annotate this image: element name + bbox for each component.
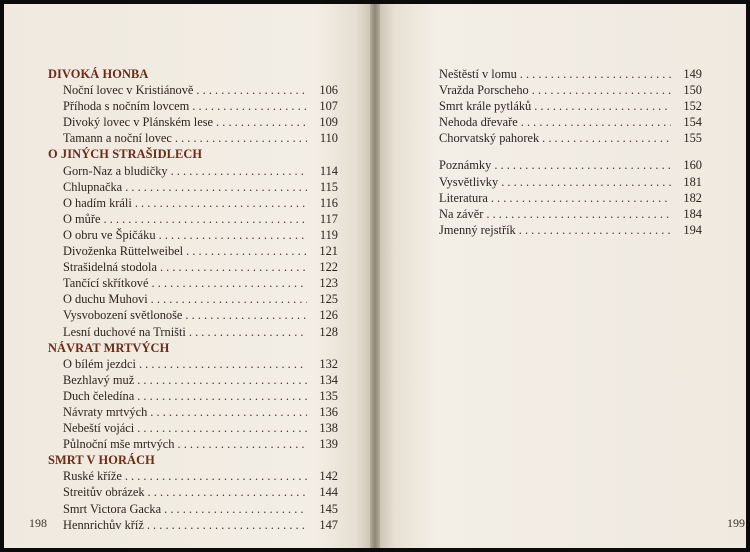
toc-entry-title: Na závěr xyxy=(439,206,484,221)
toc-entry-title: Vražda Porscheho xyxy=(439,83,529,98)
toc-entry-page: 152 xyxy=(683,99,702,114)
toc-entry xyxy=(48,163,338,179)
section-heading: DIVOKÁ HONBA xyxy=(48,67,149,81)
toc-entry-page: 121 xyxy=(319,244,338,259)
toc-entry-page: 142 xyxy=(319,469,338,484)
toc-entry xyxy=(48,243,338,259)
toc-entry-title: Tančící skřítkové xyxy=(63,276,149,291)
toc-entry-title: Hennrichův kříž xyxy=(63,517,144,532)
toc-entry-title: Neštěstí v lomu xyxy=(439,67,517,81)
toc-dot-leader xyxy=(520,66,671,82)
toc-entry-page: 150 xyxy=(683,83,702,98)
toc-dot-leader xyxy=(521,114,671,130)
toc-entry-page: 194 xyxy=(683,222,702,237)
toc-entry-title: O můře xyxy=(63,211,101,226)
toc-entry-page: 117 xyxy=(319,211,338,226)
toc-entry-page: 160 xyxy=(683,158,702,173)
toc-entry-page: 147 xyxy=(319,517,338,532)
toc-entry xyxy=(48,372,338,388)
toc-entry xyxy=(48,179,338,195)
toc-entry-page: 181 xyxy=(683,174,702,189)
toc-entry xyxy=(439,190,702,206)
toc-dot-leader xyxy=(148,484,307,500)
toc-spacer xyxy=(439,146,702,157)
toc-entry xyxy=(48,501,338,517)
toc-entry-page: 144 xyxy=(319,485,338,500)
toc-dot-leader xyxy=(491,190,671,206)
toc-entry-title: Vysvobození světlonoše xyxy=(63,308,183,323)
left-toc xyxy=(48,66,338,533)
toc-entry-page: 139 xyxy=(319,437,338,452)
toc-entry xyxy=(48,420,338,436)
toc-entry-page: 138 xyxy=(319,421,338,436)
toc-entry xyxy=(439,206,702,222)
toc-dot-leader xyxy=(192,98,307,114)
toc-entry-page: 154 xyxy=(683,115,702,130)
toc-dot-leader xyxy=(175,130,307,146)
toc-entry-title: Poznámky xyxy=(439,158,492,173)
toc-entry-page: 126 xyxy=(319,308,338,323)
toc-entry-page: 149 xyxy=(683,67,702,81)
toc-entry xyxy=(48,211,338,227)
toc-dot-leader xyxy=(189,324,307,340)
toc-entry-page: 114 xyxy=(319,163,338,178)
toc-entry xyxy=(48,436,338,452)
toc-entry-title: O obru ve Špičáku xyxy=(63,227,156,242)
toc-dot-leader xyxy=(104,211,307,227)
toc-entry-page: 107 xyxy=(319,99,338,114)
toc-entry xyxy=(48,517,338,533)
toc-entry-title: Duch čeledína xyxy=(63,388,135,403)
toc-dot-leader xyxy=(519,222,671,238)
toc-entry xyxy=(439,222,702,238)
toc-entry-page: 136 xyxy=(319,404,338,419)
toc-entry xyxy=(48,356,338,372)
toc-dot-leader xyxy=(171,163,307,179)
toc-entry-title: Smrt krále pytláků xyxy=(439,99,532,114)
toc-entry xyxy=(48,82,338,98)
toc-dot-leader xyxy=(196,82,307,98)
toc-entry-title: Vysvětlivky xyxy=(439,174,499,189)
toc-dot-leader xyxy=(486,206,671,222)
toc-dot-leader xyxy=(137,420,307,436)
toc-entry-title: Ruské kříže xyxy=(63,469,122,484)
toc-dot-leader xyxy=(152,275,308,291)
toc-entry-page: 128 xyxy=(319,324,338,339)
toc-entry-page: 184 xyxy=(683,206,702,221)
toc-entry-title: O bílém jezdci xyxy=(63,356,136,371)
toc-dot-leader xyxy=(135,195,307,211)
toc-entry xyxy=(48,468,338,484)
toc-entry-page: 182 xyxy=(683,190,702,205)
toc-dot-leader xyxy=(125,179,307,195)
toc-dot-leader xyxy=(147,517,307,533)
toc-entry xyxy=(48,307,338,323)
right-page-number: 199 xyxy=(727,516,745,530)
toc-entry xyxy=(439,157,702,173)
toc-entry-title: O hadím králi xyxy=(63,195,132,210)
toc-entry-title: Chlupnačka xyxy=(63,179,123,194)
toc-entry-title: Bezhlavý muž xyxy=(63,372,135,387)
toc-entry xyxy=(48,404,338,420)
toc-dot-leader xyxy=(178,436,307,452)
toc-entry-title: Nehoda dřevaře xyxy=(439,115,518,130)
toc-dot-leader xyxy=(139,356,307,372)
toc-entry xyxy=(48,484,338,500)
toc-dot-leader xyxy=(151,291,307,307)
toc-entry-title: Noční lovec v Kristiánově xyxy=(63,83,194,98)
toc-entry xyxy=(48,291,338,307)
toc-dot-leader xyxy=(125,468,307,484)
toc-entry-title: Půlnoční mše mrtvých xyxy=(63,437,175,452)
toc-entry xyxy=(439,114,702,130)
toc-entry xyxy=(48,275,338,291)
book-gutter xyxy=(370,4,380,548)
toc-entry-title: Nebeští vojáci xyxy=(63,421,135,436)
toc-entry xyxy=(48,388,338,404)
section-heading: NÁVRAT MRTVÝCH xyxy=(48,340,170,355)
toc-dot-leader xyxy=(159,227,307,243)
toc-dot-leader xyxy=(164,501,307,517)
toc-entry-title: Jmenný rejstřík xyxy=(439,222,516,237)
toc-entry-title: Lesní duchové na Trništi xyxy=(63,324,186,339)
toc-entry-page: 110 xyxy=(319,131,338,146)
toc-dot-leader xyxy=(185,307,307,323)
toc-entry xyxy=(439,174,702,190)
left-page xyxy=(4,4,370,548)
toc-entry-title: Tamann a noční lovec xyxy=(63,131,172,146)
section-heading: O JINÝCH STRAŠIDLECH xyxy=(48,147,203,162)
toc-dot-leader xyxy=(137,388,307,404)
toc-entry-page: 116 xyxy=(319,195,338,210)
toc-entry xyxy=(48,114,338,130)
toc-entry-page: 119 xyxy=(319,227,338,242)
toc-entry-page: 123 xyxy=(319,276,338,291)
toc-entry-title: Divoženka Rüttelweibel xyxy=(63,244,184,259)
toc-dot-leader xyxy=(542,130,671,146)
toc-dot-leader xyxy=(532,82,671,98)
toc-entry-page: 134 xyxy=(319,372,338,387)
right-page xyxy=(380,4,746,548)
toc-entry-page: 145 xyxy=(319,501,338,516)
toc-entry-page: 155 xyxy=(683,131,702,146)
toc-entry-title: Divoký lovec v Plánském lese xyxy=(63,115,214,130)
toc-entry-page: 125 xyxy=(319,292,338,307)
toc-entry xyxy=(48,98,338,114)
toc-entry-page: 106 xyxy=(319,83,338,98)
toc-entry xyxy=(48,259,338,275)
toc-dot-leader xyxy=(494,157,671,173)
toc-entry-title: Gorn-Naz a bludičky xyxy=(63,163,168,178)
toc-entry-title: Streitův obrázek xyxy=(63,485,145,500)
toc-entry xyxy=(48,195,338,211)
toc-dot-leader xyxy=(186,243,307,259)
section-heading: SMRT V HORÁCH xyxy=(48,453,155,468)
toc-entry-title: Příhoda s nočním lovcem xyxy=(63,99,190,114)
toc-dot-leader xyxy=(137,372,307,388)
toc-entry-page: 135 xyxy=(319,388,338,403)
toc-entry-title: Literatura xyxy=(439,190,488,205)
toc-entry-page: 109 xyxy=(319,115,338,130)
toc-entry xyxy=(48,227,338,243)
toc-entry-title: Chorvatský pahorek xyxy=(439,131,540,146)
toc-entry-page: 132 xyxy=(319,356,338,371)
toc-entry-title: Smrt Victora Gacka xyxy=(63,501,162,516)
toc-entry-title: O duchu Muhovi xyxy=(63,292,148,307)
toc-entry xyxy=(439,98,702,114)
toc-entry xyxy=(48,130,338,146)
toc-entry xyxy=(439,82,702,98)
toc-entry xyxy=(48,324,338,340)
toc-entry-page: 122 xyxy=(319,260,338,275)
toc-dot-leader xyxy=(150,404,307,420)
toc-dot-leader xyxy=(501,174,671,190)
toc-entry-title: Návraty mrtvých xyxy=(63,404,148,419)
toc-entry-page: 115 xyxy=(319,179,338,194)
toc-entry xyxy=(439,130,702,146)
toc-dot-leader xyxy=(216,114,307,130)
toc-entry xyxy=(439,66,702,82)
toc-dot-leader xyxy=(534,98,671,114)
left-page-number: 198 xyxy=(29,516,47,530)
toc-entry-title: Strašidelná stodola xyxy=(63,260,157,275)
toc-dot-leader xyxy=(160,259,307,275)
right-toc xyxy=(439,66,702,238)
